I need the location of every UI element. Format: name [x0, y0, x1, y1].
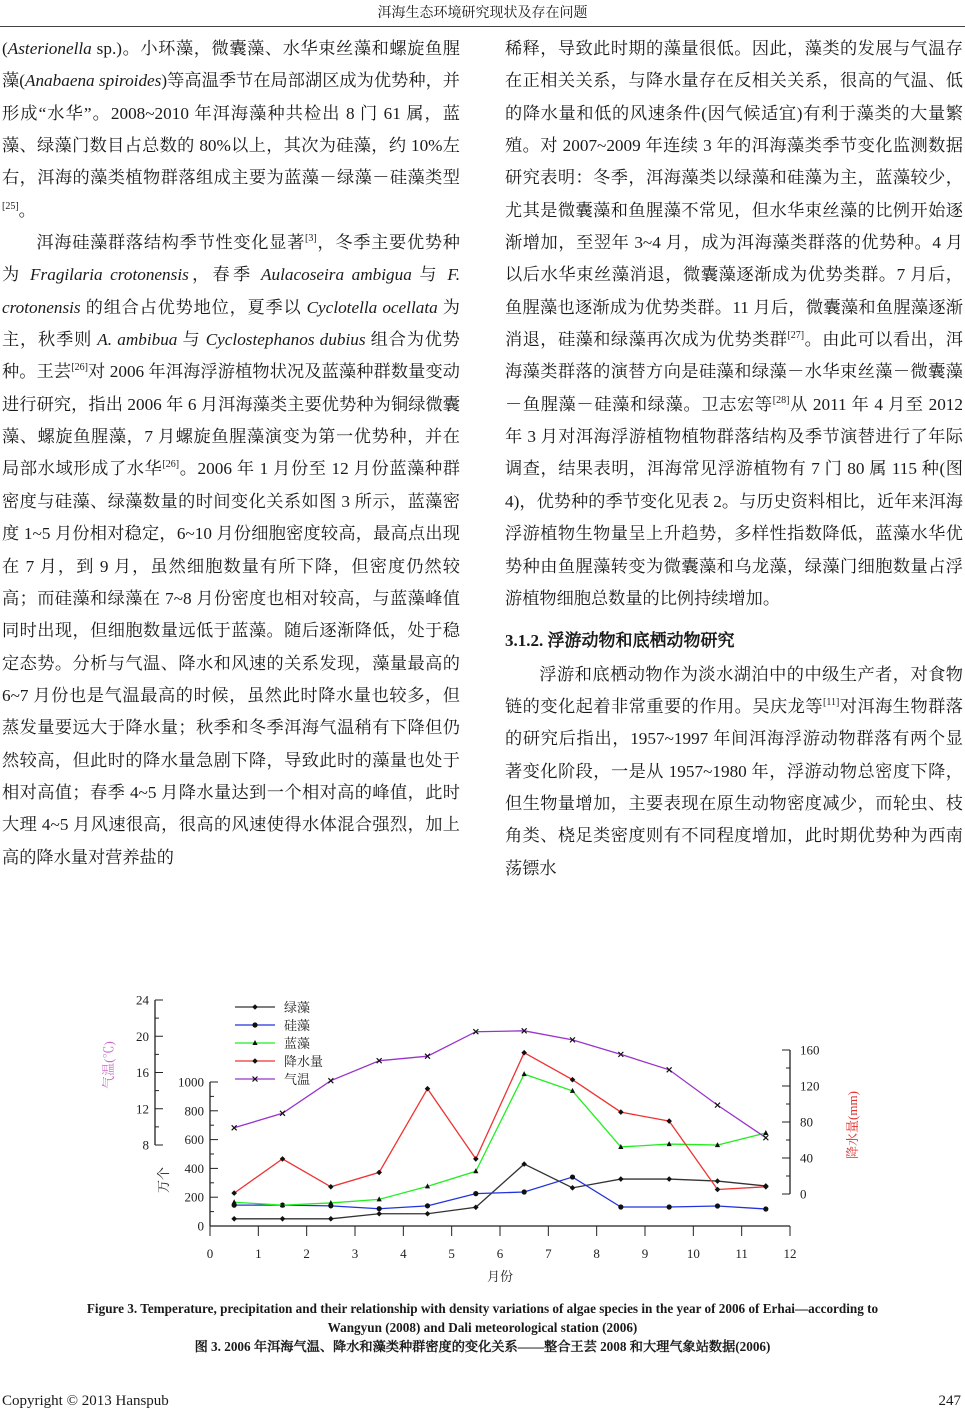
species-name: Anabaena spiroides — [24, 71, 162, 91]
citation: [28] — [772, 394, 790, 406]
x-tick-label: 3 — [351, 1246, 359, 1261]
x-marker — [715, 1103, 720, 1108]
caption-en-line2: Wangyun (2008) and Dali meteorological station (2006) — [327, 1320, 638, 1335]
triangle-marker — [763, 1130, 768, 1135]
copyright: Copyright © 2013 Hanspub — [2, 1393, 169, 1409]
text-run: 从 2011 年 4 月至 2012 年 3 月对洱海浮游植物植物群落结构及季节演替进行了年际调查，结果表明，洱海常见浮游植物有 7 门 80 属 115 种(图 4)，优势种的季节变化见表 2。与历史资料相比，近年来洱海浮游植物生物量呈上升趋势，多样性指数降低，蓝藻水华优势种由鱼腥藻转变为微囊藻和乌龙藻，绿藻门细胞数量占浮游植物细胞总数量的比例持续增加。 — [505, 394, 963, 608]
text-run: ( — [2, 39, 8, 58]
x-tick-label: 1 — [255, 1246, 262, 1261]
circle-marker — [667, 1204, 672, 1209]
x-tick-label: 10 — [686, 1246, 700, 1261]
series-1 — [232, 1018, 769, 1212]
density-axis-label: 万个 — [156, 1166, 171, 1194]
text-run: 组合为优势种。王芸 — [2, 330, 460, 382]
citation: [26] — [71, 362, 88, 374]
density-tick-label: 600 — [184, 1132, 204, 1148]
density-tick-label: 800 — [184, 1103, 204, 1119]
temperature-axis-label: 气温(℃) — [101, 1041, 116, 1089]
section-heading — [505, 625, 963, 657]
diamond-marker — [376, 1170, 382, 1176]
caption-en-line1: Figure 3. Temperature, precipitation and their relationship with density variations of algae species in the year of 2006 of Erhai—according to — [86, 1301, 879, 1316]
paragraph — [2, 33, 460, 227]
x-tick-label: 5 — [448, 1246, 455, 1261]
legend-label: 硅藻 — [284, 1018, 311, 1033]
citation: [3] — [305, 233, 317, 245]
temperature-tick-label: 16 — [136, 1065, 149, 1080]
text-run: 浮游和底栖动物作为淡水湖泊中的中级生产者，对食物链的变化起着非常重要的作用。吴庆龙等 — [505, 664, 963, 716]
triangle-marker — [522, 1071, 527, 1076]
circle-marker — [252, 1022, 257, 1027]
diamond-marker — [328, 1216, 334, 1222]
density-tick-label: 200 — [184, 1189, 204, 1205]
text-run: 的组合占优势地位，夏季以 — [80, 297, 307, 317]
precipitation-tick-label: 120 — [800, 1078, 820, 1094]
species-name: Aulacoseira ambigua — [261, 265, 412, 285]
paragraph — [505, 659, 963, 885]
x-tick-label: 8 — [593, 1246, 600, 1261]
diamond-marker — [618, 1176, 624, 1182]
diamond-marker — [231, 1216, 237, 1222]
temperature-tick-label: 8 — [142, 1137, 149, 1153]
temperature-tick-label: 24 — [136, 992, 149, 1008]
figure-3-chart — [0, 985, 965, 1290]
text-run: 为主，秋季则 — [2, 297, 460, 350]
density-tick-label: 400 — [184, 1160, 204, 1176]
text-run: 对 2006 年洱海浮游植物状况及蓝藻种群数量变动进行研究，指出 2006 年 6 月洱海藻类主要优势种为铜绿微囊藻、螺旋鱼腥藻，7 月螺旋鱼腥藻演变为第一优势种，并在局部水域形成了水华 — [2, 362, 460, 479]
x-marker — [763, 1135, 768, 1140]
text-run: 。由此可以看出，洱海藻类群落的演替方向是硅藻和绿藻－水华束丝藻－微囊藻－鱼腥藻－硅藻和绿藻。卫志宏等 — [505, 330, 963, 414]
citation: [25] — [2, 200, 19, 212]
circle-marker — [425, 1203, 430, 1208]
diamond-marker — [252, 1004, 258, 1010]
circle-marker — [570, 1174, 575, 1179]
circle-marker — [377, 1206, 382, 1211]
precipitation-axis-label: 降水量(mm) — [845, 1091, 860, 1159]
x-marker — [328, 1078, 333, 1083]
x-tick-label: 11 — [735, 1246, 748, 1261]
text-run: 。 — [18, 200, 36, 220]
diamond-marker — [252, 1058, 258, 1064]
density-tick-label: 1000 — [178, 1074, 204, 1090]
text-run: sp.)。小环藻，微囊藻、水华束丝藻和螺旋鱼腥藻( — [2, 39, 460, 91]
circle-marker — [763, 1206, 768, 1211]
x-tick-label: 7 — [545, 1246, 552, 1261]
diamond-marker — [570, 1185, 576, 1191]
x-tick-label: 6 — [496, 1246, 504, 1261]
paragraph — [2, 227, 460, 874]
x-axis-label: 月份 — [486, 1269, 514, 1284]
diamond-marker — [666, 1176, 672, 1182]
species-name: Asterionella — [7, 39, 92, 58]
temperature-tick-label: 20 — [136, 1028, 149, 1044]
text-run: ，春季 — [188, 265, 262, 285]
text-run: ，冬季主要优势种为 — [2, 233, 460, 285]
species-name: A. ambibua — [97, 330, 178, 350]
text-run: 3.1.2. 浮游动物和底栖动物研究 — [505, 631, 735, 651]
x-tick-label: 0 — [206, 1246, 214, 1261]
right-column — [505, 33, 963, 885]
species-name: Fragilaria crotonensis — [30, 265, 189, 285]
species-name: Cyclotella ocellata — [306, 297, 438, 317]
text-run: 与 — [411, 265, 448, 285]
text-run: )等高温季节在局部湖区成为优势种，并形成“水华”。2008~2010 年洱海藻种共检出 8 门 61 属，蓝藻、绿藻门数目占总数的 80%以上，其次为硅藻，约 10%左右，洱海的藻类植物群落组成主要为蓝藻－绿藻－硅藻类型 — [2, 71, 460, 188]
text-run: 洱海硅藻群落结构季节性变化显著 — [36, 233, 306, 253]
header-rule — [0, 26, 965, 27]
legend-label: 绿藻 — [284, 1000, 311, 1015]
series-line — [234, 1164, 766, 1219]
diamond-marker — [376, 1211, 382, 1217]
diamond-marker — [425, 1211, 431, 1217]
species-name: Cyclostephanos dubius — [205, 330, 366, 350]
citation: [26] — [162, 459, 180, 471]
x-tick-label: 4 — [400, 1246, 407, 1261]
text-run: 稀释，导致此时期的藻量很低。因此，藻类的发展与气温存在正相关关系，与降水量存在反相关关系，很高的气温、低的降水量和低的风速条件(因气候适宜)有利于藻类的大量繁殖。对 2007~2009 年连续 3 年的洱海藻类季节变化监测数据研究表明：冬季，洱海藻类以绿藻和硅藻为主，蓝藻较少，尤其是微囊藻和鱼腥藻不常见，但水华束丝藻的比例开始逐渐增加，至翌年 3~4 月，成为洱海藻类群落的优势种。4 月以后水华束丝藻消退，微囊藻逐渐成为优势类群。7 月后，鱼腥藻也逐渐成为优势类群。11 月后，微囊藻和鱼腥藻逐渐消退，硅藻和绿藻再次成为优势类群 — [505, 39, 963, 350]
x-tick-label: 9 — [641, 1246, 649, 1261]
density-tick-label: 0 — [197, 1218, 204, 1234]
temperature-tick-label: 12 — [136, 1101, 149, 1117]
running-header: 洱海生态环境研究现状及存在问题 — [377, 6, 588, 21]
circle-marker — [522, 1189, 527, 1194]
precipitation-tick-label: 40 — [800, 1150, 813, 1166]
left-column — [2, 33, 460, 874]
precipitation-tick-label: 80 — [800, 1114, 813, 1130]
precipitation-tick-label: 0 — [800, 1186, 807, 1202]
series-0 — [231, 1000, 768, 1222]
diamond-marker — [763, 1184, 769, 1190]
diamond-marker — [521, 1050, 527, 1056]
x-tick-label: 12 — [783, 1246, 797, 1261]
citation: [27] — [787, 330, 805, 342]
legend-label: 气温 — [284, 1072, 311, 1087]
circle-marker — [618, 1204, 623, 1209]
x-tick-label: 2 — [303, 1246, 310, 1261]
citation: [11] — [823, 696, 840, 708]
page-number: 247 — [938, 1393, 961, 1409]
diamond-marker — [715, 1178, 721, 1184]
text-run: 与 — [177, 330, 206, 350]
precipitation-tick-label: 160 — [800, 1042, 820, 1058]
text-run: 。2006 年 1 月份至 12 月份蓝藻种群密度与硅藻、绿藻数量的时间变化关系如图 3 所示，蓝藻密度 1~5 月份相对稳定，6~10 月份细胞密度较高，最高点出现在 7 月，到 9 月，虽然细胞数量有所下降，但密度仍然较高；而硅藻和绿藻在 7~8 月份密度也相对较高，与蓝藻峰值同时出现，但细胞数量远低于蓝藻。随后逐渐降低，处于稳定态势。分析与气温、降水和风速的关系发现，藻量最高的 6~7 月份也是气温最高的时候，虽然此时降水量也较多，但蒸发量要远大于降水量；秋季和冬季洱海气温稍有下降但仍然较高，但此时的降水量急剧下降，导致此时的藻量也处于相对高值；春季 4~5 月降水量达到一个相对高的峰值，此时大理 4~5 月风速很高，很高的风速使得水体混合强烈，加上高的降水量对营养盐的 — [2, 459, 460, 867]
circle-marker — [473, 1191, 478, 1196]
species-name: F. crotonensis — [2, 265, 460, 317]
paragraph — [505, 33, 963, 615]
circle-marker — [715, 1203, 720, 1208]
diamond-marker — [280, 1216, 286, 1222]
diamond-marker — [328, 1184, 334, 1190]
legend-label: 降水量 — [284, 1054, 324, 1069]
caption-zh: 图 3. 2006 年洱海气温、降水和藻类种群密度的变化关系——整合王芸 2008 和大理气象站数据(2006) — [194, 1339, 771, 1354]
text-run: 对洱海生物群落的研究后指出，1957~1997 年间洱海浮游动物群落有两个显著变化阶段，一是从 1957~1980 年，浮游动物总密度下降，但生物量增加，主要表现在原生动物密度减少，而轮虫、枝角类、桡足类密度则有不同程度增加，此时期优势种为西南荡镖水 — [505, 696, 963, 878]
legend-label: 蓝藻 — [284, 1036, 311, 1051]
